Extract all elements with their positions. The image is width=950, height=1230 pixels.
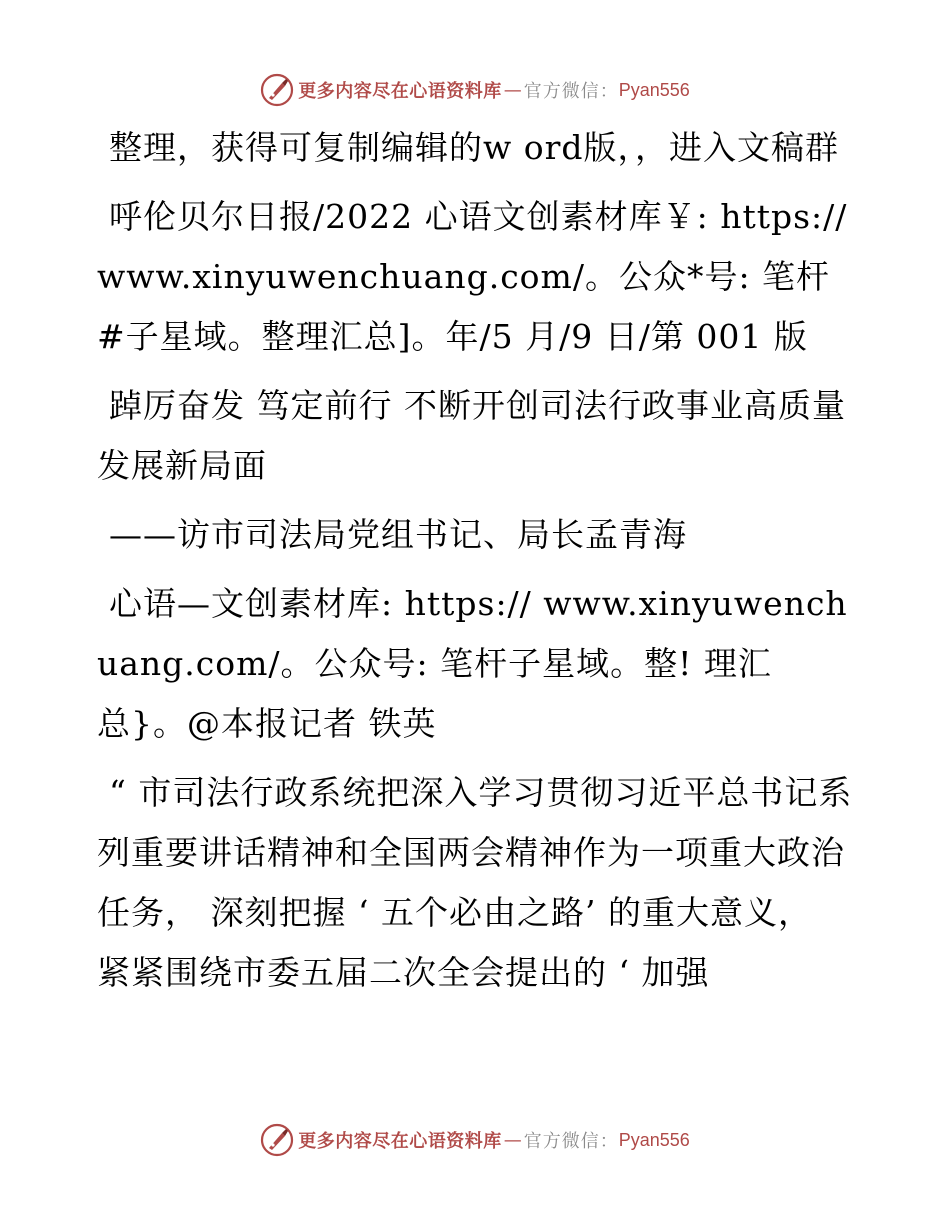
paragraph-text: “ 市司法行政系统把深入学习贯彻习近平总书记系列重要讲话精神和全国两会精神作为一项重大政治任务， 深刻把握 ‘ 五个必由之路’ 的重大意义， 紧紧围绕市委五届二次全会提出的 ‘ 加强 [97, 773, 853, 992]
watermark-official-label: 官方微信： [523, 1131, 619, 1152]
paragraph-byline [97, 574, 857, 754]
subheadline-text: ——访市司法局党组书记、局长孟青海 [109, 515, 687, 554]
paragraph-body [97, 763, 857, 1003]
paragraph-text: 整理，获得可复制编辑的w ord版，，进入文稿群 [109, 128, 840, 167]
article-headline [97, 376, 857, 496]
watermark-brand-text: 更多内容尽在心语资料库 [298, 81, 502, 102]
headline-text: 踔厉奋发 笃定前行 不断开创司法行政事业高质量发展新局面 [97, 386, 846, 485]
byline-text: 心语—文创素材库: https:// www.xinyuwenchuang.com/。公众号: 笔杆子星域。整! 理汇总}。@本报记者 铁英 [97, 584, 848, 743]
paragraph-source [97, 187, 857, 367]
watermark-brand-text: 更多内容尽在心语资料库 [298, 1131, 502, 1152]
footer-watermark [0, 1118, 950, 1162]
watermark-official-label: 官方微信： [523, 81, 619, 102]
header-watermark [0, 68, 950, 112]
paragraph-intro [97, 118, 857, 178]
watermark-wechat-id: Pyan556 [618, 79, 690, 100]
paragraph-text: 呼伦贝尔日报/2022 心语文创素材库￥: https://www.xinyuwenchuang.com/。公众*号: 笔杆#子星域。整理汇总]。年/5 月/9 日/第 001 版 [97, 197, 848, 356]
watermark-dash: — [503, 1129, 522, 1151]
document-body [97, 118, 857, 1012]
watermark-dash: — [503, 79, 522, 101]
article-subheadline [97, 505, 857, 565]
watermark-wechat-id: Pyan556 [618, 1129, 690, 1150]
fountain-pen-logo-icon [260, 73, 294, 107]
fountain-pen-logo-icon [260, 1123, 294, 1157]
